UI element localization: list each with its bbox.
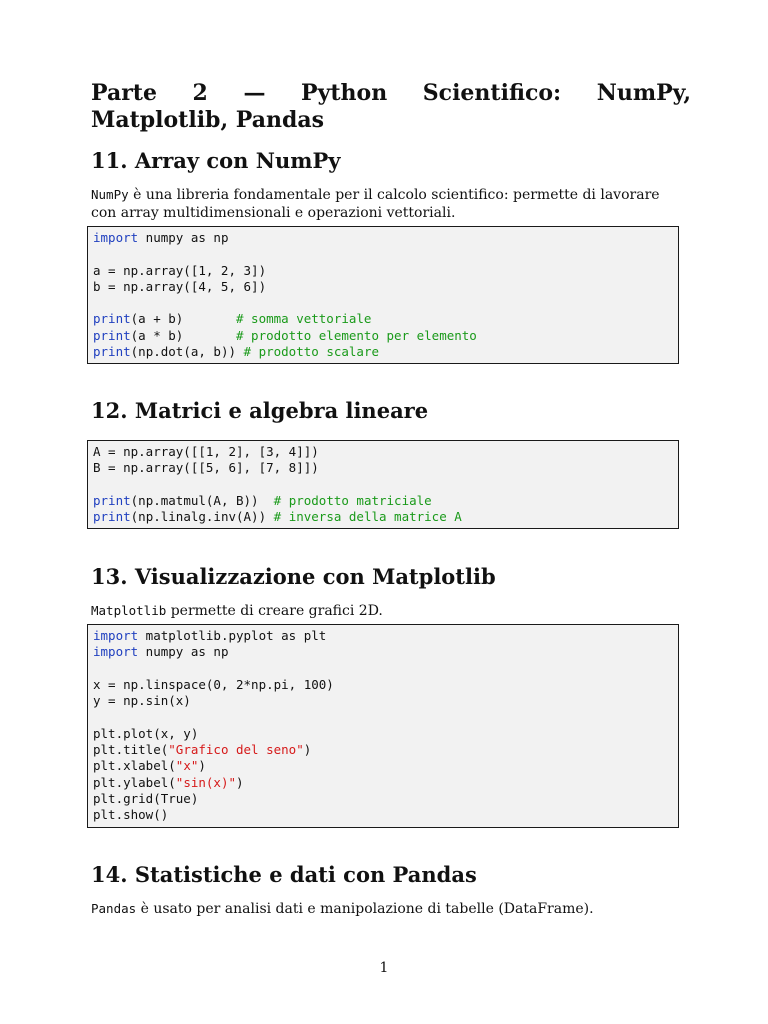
code-line — [93, 344, 673, 360]
code-text: (np.matmul(A, B)) — [130, 492, 274, 508]
code-line — [93, 807, 673, 823]
code-line — [93, 661, 673, 677]
section-heading-12: 12. Matrici e algebra lineare — [91, 398, 429, 423]
code-text: plt.ylabel( — [93, 774, 176, 790]
code-text: plt.plot(x, y) — [93, 725, 199, 741]
code-text: ) — [236, 774, 244, 790]
code-line — [93, 263, 673, 279]
code-line — [93, 726, 673, 742]
code-comment: # inversa della matrice A — [273, 509, 462, 525]
code-line — [93, 693, 673, 709]
code-text: x = np.linspace(0, 2*np.pi, 100) — [93, 676, 334, 692]
code-line — [93, 677, 673, 693]
code-keyword: import — [93, 628, 139, 643]
code-keyword: import — [93, 230, 139, 245]
code-text: a = np.array([1, 2, 3]) — [93, 262, 267, 278]
intro-text: permette di creare grafici 2D. — [166, 603, 383, 619]
code-text: numpy as np — [138, 230, 229, 245]
code-keyword: print — [93, 344, 131, 360]
code-line — [93, 444, 673, 460]
code-line — [93, 328, 673, 344]
code-keyword: print — [93, 509, 131, 525]
code-comment: # prodotto elemento per elemento — [236, 327, 477, 343]
code-text: (a * b) — [130, 327, 236, 343]
code-text: matplotlib.pyplot as plt — [138, 628, 327, 643]
code-text: plt.title( — [93, 742, 169, 758]
section-intro-14 — [91, 900, 683, 918]
code-line — [93, 628, 673, 644]
section-heading-14: 14. Statistiche e dati con Pandas — [91, 862, 477, 887]
code-text: b = np.array([4, 5, 6]) — [93, 278, 267, 294]
code-text: (np.linalg.inv(A)) — [130, 509, 274, 525]
code-line — [93, 279, 673, 295]
code-text: ) — [198, 758, 206, 774]
intro-text: è usato per analisi dati e manipolazione di tabelle (DataFrame). — [136, 901, 594, 917]
code-string: "sin(x)" — [175, 774, 237, 790]
code-block-linear-algebra — [87, 440, 679, 529]
code-line — [93, 311, 673, 327]
intro-text: è una libreria fondamentale per il calcolo scientifico: permette di lavorare con array multidimensionali e operazioni vettoriali. — [91, 187, 660, 221]
code-text: ) — [303, 742, 312, 758]
section-intro-13 — [91, 602, 683, 620]
code-block-numpy-arrays — [87, 226, 679, 364]
inline-code: NumPy — [91, 187, 129, 202]
code-text: plt.grid(True) — [93, 790, 199, 806]
code-comment: # prodotto matriciale — [273, 492, 432, 508]
code-line — [93, 791, 673, 807]
code-line — [93, 758, 673, 774]
page-number: 1 — [379, 960, 389, 976]
code-line — [93, 775, 673, 791]
code-block-matplotlib — [87, 624, 679, 828]
code-keyword: import — [93, 644, 139, 660]
code-line — [93, 295, 673, 311]
section-intro-11 — [91, 186, 683, 222]
part-title: Parte 2 — Python Scientifico: NumPy, Matplotlib, Pandas — [91, 80, 691, 133]
code-text: (a + b) — [130, 311, 236, 327]
code-text: A = np.array([[1, 2], [3, 4]]) — [93, 444, 319, 459]
section-heading-13: 13. Visualizzazione con Matplotlib — [91, 564, 496, 589]
code-line — [93, 493, 673, 509]
code-line — [93, 644, 673, 660]
code-comment: # somma vettoriale — [236, 311, 372, 327]
code-text: numpy as np — [138, 644, 229, 660]
code-string: "Grafico del seno" — [168, 742, 304, 758]
code-text: y = np.sin(x) — [93, 693, 191, 709]
code-line — [93, 230, 673, 246]
code-comment: # prodotto scalare — [243, 344, 379, 360]
code-line — [93, 509, 673, 525]
code-text: plt.show() — [93, 807, 169, 823]
section-heading-11: 11. Array con NumPy — [91, 148, 341, 173]
code-line — [93, 709, 673, 725]
code-text: B = np.array([[5, 6], [7, 8]]) — [93, 460, 319, 476]
code-text: plt.xlabel( — [93, 758, 176, 774]
inline-code: Pandas — [91, 901, 137, 916]
code-keyword: print — [93, 327, 131, 343]
code-line — [93, 477, 673, 493]
code-line — [93, 742, 673, 758]
inline-code: Matplotlib — [91, 603, 167, 618]
code-keyword: print — [93, 492, 131, 508]
code-line — [93, 460, 673, 476]
code-string: "x" — [175, 758, 199, 774]
code-keyword: print — [93, 311, 131, 327]
code-line — [93, 246, 673, 262]
code-text: (np.dot(a, b)) — [130, 344, 244, 360]
